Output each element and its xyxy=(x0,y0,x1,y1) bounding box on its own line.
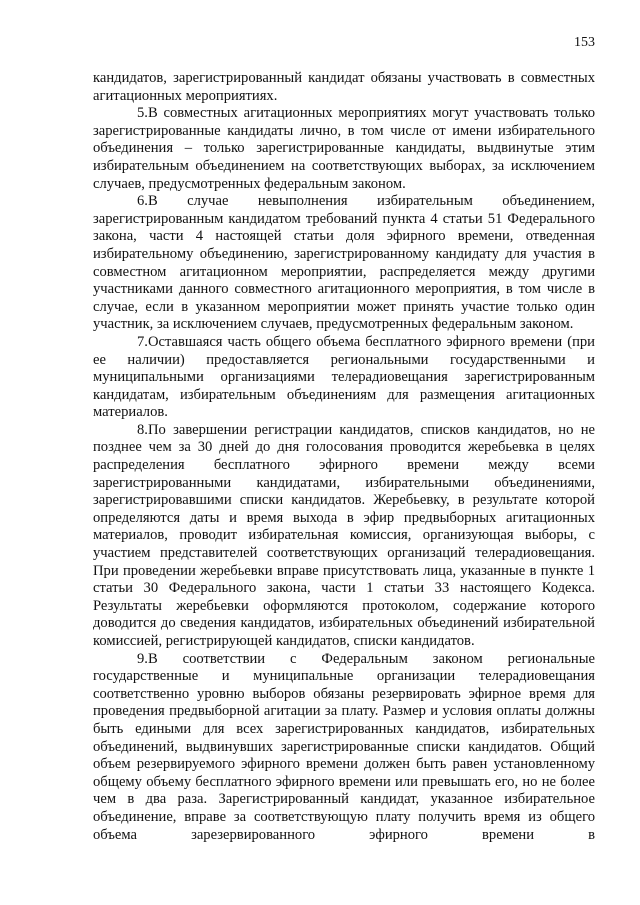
paragraph-item-8: 8.По завершении регистрации кандидатов, списков кандидатов, но не позднее чем за 30 дней до дня голосования проводится жеребьевка в целях распределения бесплатного эфирного времени между всеми зарегистрированными кандидатами, избирательными объединениями, зарегистрировавшими списки кандидатов. Жеребьевку, в результате которой определяются даты и время выхода в эфир предвыборных агитационных материалов, проводит избирательная комиссия, организующая выборы, с участием представителей соответствующих организаций телерадиовещания. При проведении жеребьевки вправе присутствовать лица, указанные в пункте 1 статьи 30 Федерального закона, части 1 статьи 33 настоящего Кодекса. Результаты жеребьевки оформляются протоколом, содержание которого доводится до сведения кандидатов, избирательных объединений избирательной комиссией, регистрирующей кандидатов, списки кандидатов. xyxy=(93,421,595,649)
paragraph-item-7: 7.Оставшаяся часть общего объема бесплатного эфирного времени (при ее наличии) предоставляется региональными государственными и муниципальными организациями телерадиовещания зарегистрированным кандидатам, избирательным объединениям для размещения агитационных материалов. xyxy=(93,333,595,421)
document-body xyxy=(93,70,595,844)
paragraph-continuation: кандидатов, зарегистрированный кандидат обязаны участвовать в совместных агитационных мероприятиях. xyxy=(93,70,595,104)
page-number: 153 xyxy=(574,35,595,50)
paragraph-item-5: 5.В совместных агитационных мероприятиях могут участвовать только зарегистрированные кандидаты лично, в том числе от имени избирательного объединения – только зарегистрированные кандидаты, выдвинутые этим избирательным объединением на соответствующих выборах, за исключением случаев, предусмотренных федеральным законом. xyxy=(93,105,595,192)
paragraph-item-9: 9.В соответствии с Федеральным законом региональные государственные и муниципальные организации телерадиовещания соответственно уровню выборов обязаны резервировать эфирное время для проведения предвыборной агитации за плату. Размер и условия оплаты должны быть едиными для всех зарегистрированных кандидатов, избирательных объединений, выдвинувших зарегистрированные списки кандидатов. Общий объем резервируемого эфирного времени должен быть равен установленному общему объему бесплатного эфирного времени или превышать его, но не более чем в два раза. Зарегистрированный кандидат, указанное избирательное объединение, вправе за соответствующую плату получить время из общего объема зарезервированного эфирного времени в xyxy=(93,650,595,843)
paragraph-item-6: 6.В случае невыполнения избирательным объединением, зарегистрированным кандидатом требований пункта 4 статьи 51 Федерального закона, части 4 настоящей статьи доля эфирного времени, отведенная избирательному объединению, зарегистрированному кандидату для участия в совместном агитационном мероприятии, распределяется между другими участниками данного совместного агитационного мероприятия, в том числе в случае, если в указанном мероприятии может принять участие только один участник, за исключением случаев, предусмотренных федеральным законом. xyxy=(93,193,595,333)
